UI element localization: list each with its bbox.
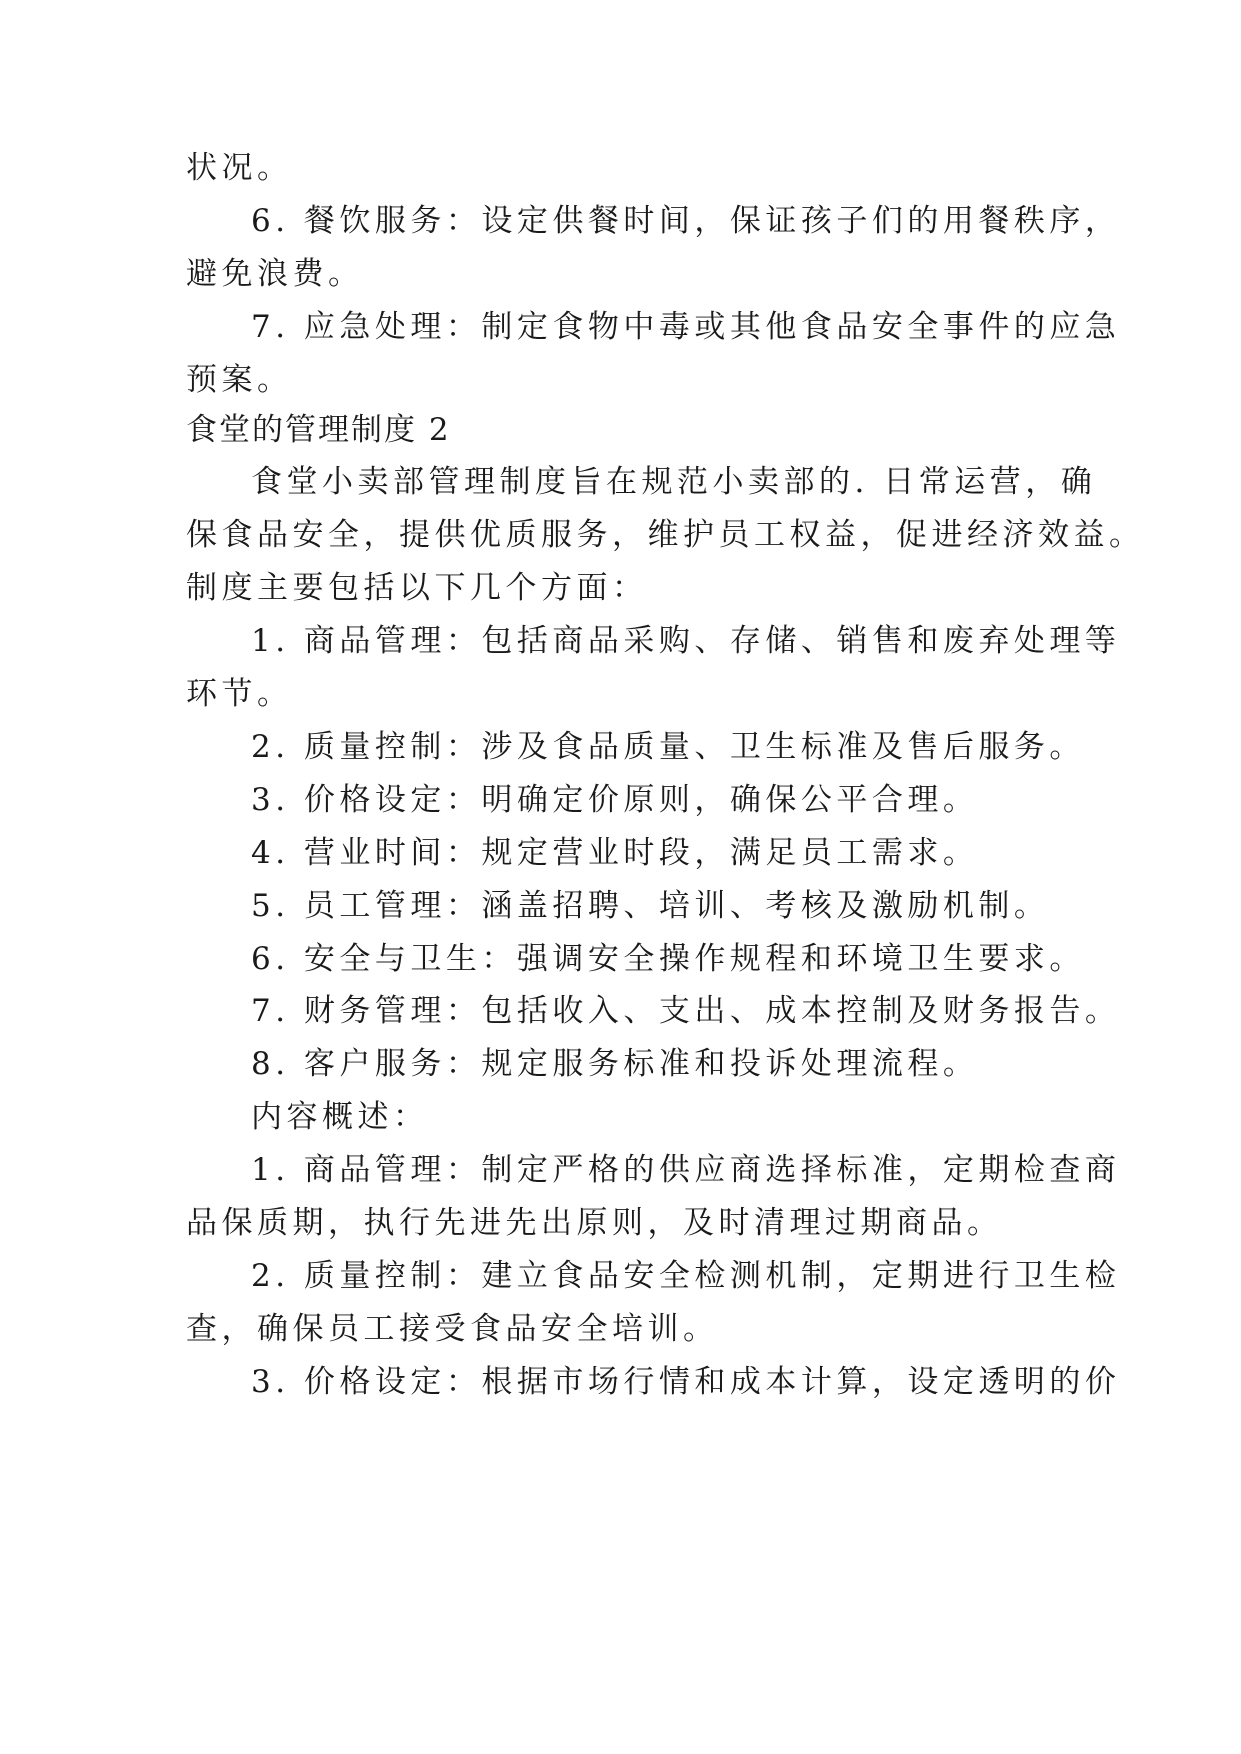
- paragraph-line: 品保质期，执行先进先出原则，及时清理过期商品。: [186, 1205, 1003, 1241]
- paragraph-line: 保食品安全，提供优质服务，维护员工权益，促进经济效益。: [186, 517, 1145, 553]
- paragraph-line: 状况。: [186, 150, 293, 186]
- paragraph-line: 避免浪费。: [186, 256, 364, 292]
- paragraph-line: 7. 应急处理：制定食物中毒或其他食品安全事件的应急: [251, 309, 1121, 345]
- paragraph-line: 1. 商品管理：制定严格的供应商选择标准，定期检查商: [251, 1152, 1121, 1188]
- paragraph-line: 预案。: [186, 362, 293, 398]
- paragraph-line: 3. 价格设定：根据市场行情和成本计算，设定透明的价: [251, 1364, 1121, 1400]
- paragraph-line: 3. 价格设定：明确定价原则，确保公平合理。: [251, 782, 979, 818]
- paragraph-line: 内容概述：: [251, 1099, 429, 1135]
- paragraph-line: 4. 营业时间：规定营业时段，满足员工需求。: [251, 835, 979, 871]
- paragraph-line: 1. 商品管理：包括商品采购、存储、销售和废弃处理等: [251, 623, 1121, 659]
- paragraph-line: 7. 财务管理：包括收入、支出、成本控制及财务报告。: [251, 993, 1121, 1029]
- paragraph-line: 查，确保员工接受食品安全培训。: [186, 1311, 719, 1347]
- paragraph-line: 制度主要包括以下几个方面：: [186, 570, 648, 606]
- paragraph-line: 8. 客户服务：规定服务标准和投诉处理流程。: [251, 1046, 979, 1082]
- paragraph-line: 6. 安全与卫生：强调安全操作规程和环境卫生要求。: [251, 941, 1085, 977]
- paragraph-line: 6. 餐饮服务：设定供餐时间，保证孩子们的用餐秩序，: [251, 203, 1121, 239]
- paragraph-line: 环节。: [186, 676, 293, 712]
- paragraph-line: 2. 质量控制：建立食品安全检测机制，定期进行卫生检: [251, 1258, 1121, 1294]
- paragraph-line: 2. 质量控制：涉及食品质量、卫生标准及售后服务。: [251, 729, 1085, 765]
- paragraph-line: 食堂小卖部管理制度旨在规范小卖部的. 日常运营，确: [251, 464, 1097, 500]
- section-heading: 食堂的管理制度 2: [186, 412, 451, 448]
- paragraph-line: 5. 员工管理：涵盖招聘、培训、考核及激励机制。: [251, 888, 1050, 924]
